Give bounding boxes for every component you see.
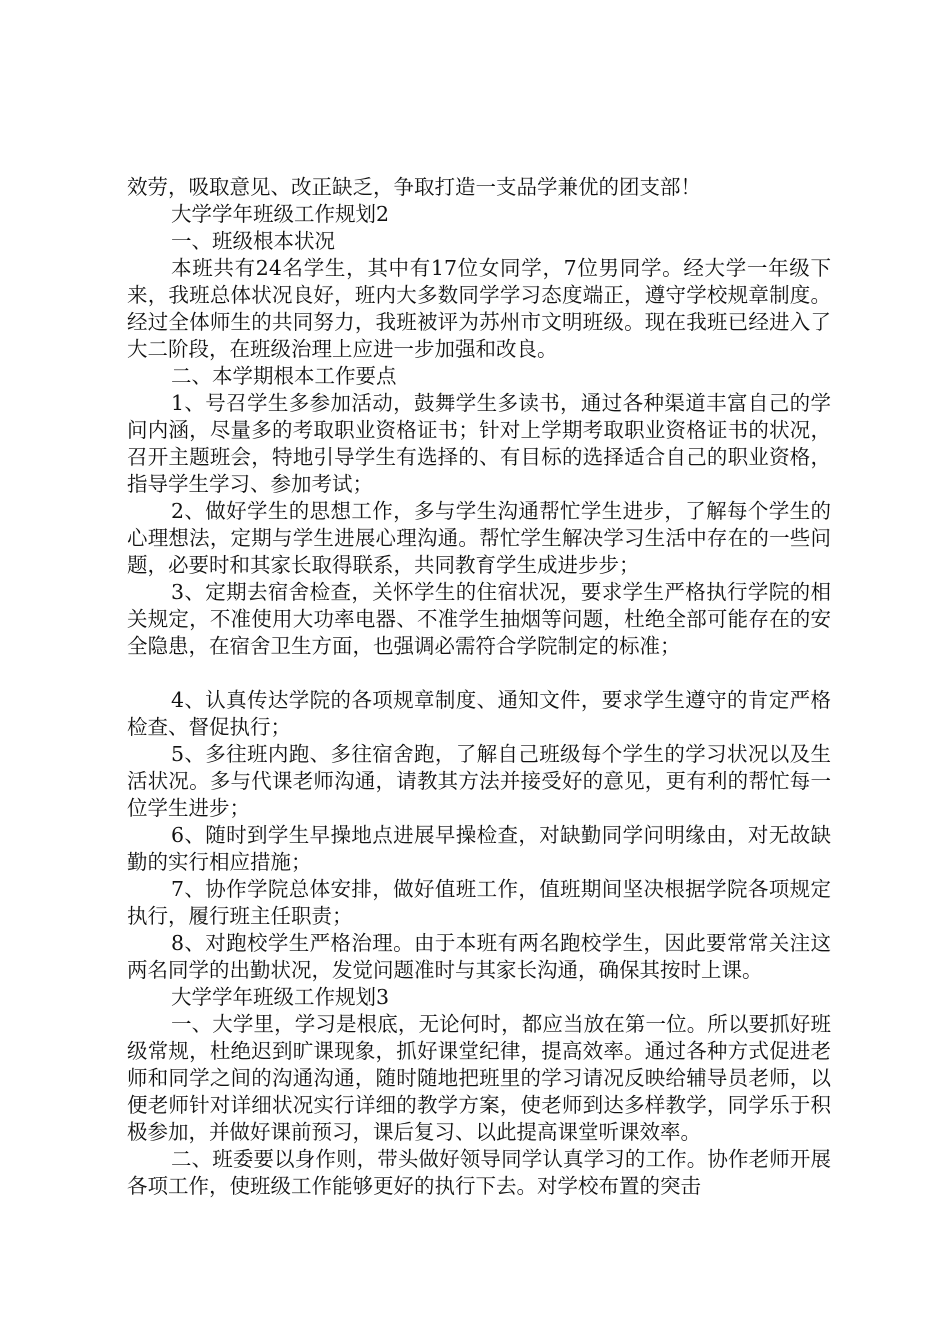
paragraph-study-foundation: 一、大学里，学习是根底，无论何时，都应当放在第一位。所以要抓好班级常规，杜绝迟到旷课现象，抓好课堂纪律，提高效率。通过各种方式促进老师和同学之间的沟通沟通，随时随地把班里的学习请况反映给辅导员老师，以便老师针对详细状况实行详细的教学方案，使老师到达多样教学，同学乐于积极参加，并做好课前预习，课后复习、以此提高课堂听课效率。	[127, 1012, 831, 1144]
list-item-3: 3、定期去宿舍检查，关怀学生的住宿状况，要求学生严格执行学院的相关规定，不准使用大功率电器、不准学生抽烟等问题，杜绝全部可能存在的安全隐患，在宿舍卫生方面，也强调必需符合学院制定的标准；	[127, 580, 831, 658]
section-heading-plan-3: 大学学年班级工作规划3	[171, 985, 390, 1009]
list-item-1: 1、号召学生多参加活动，鼓舞学生多读书，通过各种渠道丰富自己的学问内涵，尽量多的考取职业资格证书；针对上学期考取职业资格证书的状况，召开主题班会，特地引导学生有选择的、有目标的选择适合自己的职业资格，指导学生学习、参加考试；	[127, 391, 831, 496]
subheading-basic-situation: 一、班级根本状况	[171, 229, 335, 253]
paragraph-class-overview: 本班共有24名学生，其中有17位女同学，7位男同学。经大学一年级下来，我班总体状况良好，班内大多数同学学习态度端正，遵守学校规章制度。经过全体师生的共同努力，我班被评为苏州市文明班级。现在我班已经进入了大二阶段，在班级治理上应进一步加强和改良。	[127, 256, 831, 361]
section-heading-plan-2: 大学学年班级工作规划2	[171, 202, 390, 226]
list-item-6: 6、随时到学生早操地点进展早操检查，对缺勤同学问明缘由，对无故缺勤的实行相应措施；	[127, 823, 831, 874]
document-body	[127, 174, 831, 1200]
list-item-7: 7、协作学院总体安排，做好值班工作，值班期间坚决根据学院各项规定执行，履行班主任职责；	[127, 877, 831, 928]
list-item-5: 5、多往班内跑、多往宿舍跑，了解自己班级每个学生的学习状况以及生活状况。多与代课老师沟通，请教其方法并接受好的意见，更有利的帮忙每一位学生进步；	[127, 742, 831, 820]
paragraph-continuation: 效劳，吸取意见、改正缺乏，争取打造一支品学兼优的团支部！	[127, 175, 701, 199]
list-item-2: 2、做好学生的思想工作，多与学生沟通帮忙学生进步，了解每个学生的心理想法，定期与学生进展心理沟通。帮忙学生解决学习生活中存在的一些问题，必要时和其家长取得联系，共同教育学生成进步步；	[127, 499, 831, 577]
subheading-work-points: 二、本学期根本工作要点	[171, 364, 397, 388]
list-item-4: 4、认真传达学院的各项规章制度、通知文件，要求学生遵守的肯定严格检查、督促执行；	[127, 688, 831, 739]
list-item-8: 8、对跑校学生严格治理。由于本班有两名跑校学生，因此要常常关注这两名同学的出勤状况，发觉问题准时与其家长沟通，确保其按时上课。	[127, 931, 831, 982]
paragraph-committee-example: 二、班委要以身作则，带头做好领导同学认真学习的工作。协作老师开展各项工作，使班级工作能够更好的执行下去。对学校布置的突击	[127, 1147, 831, 1198]
